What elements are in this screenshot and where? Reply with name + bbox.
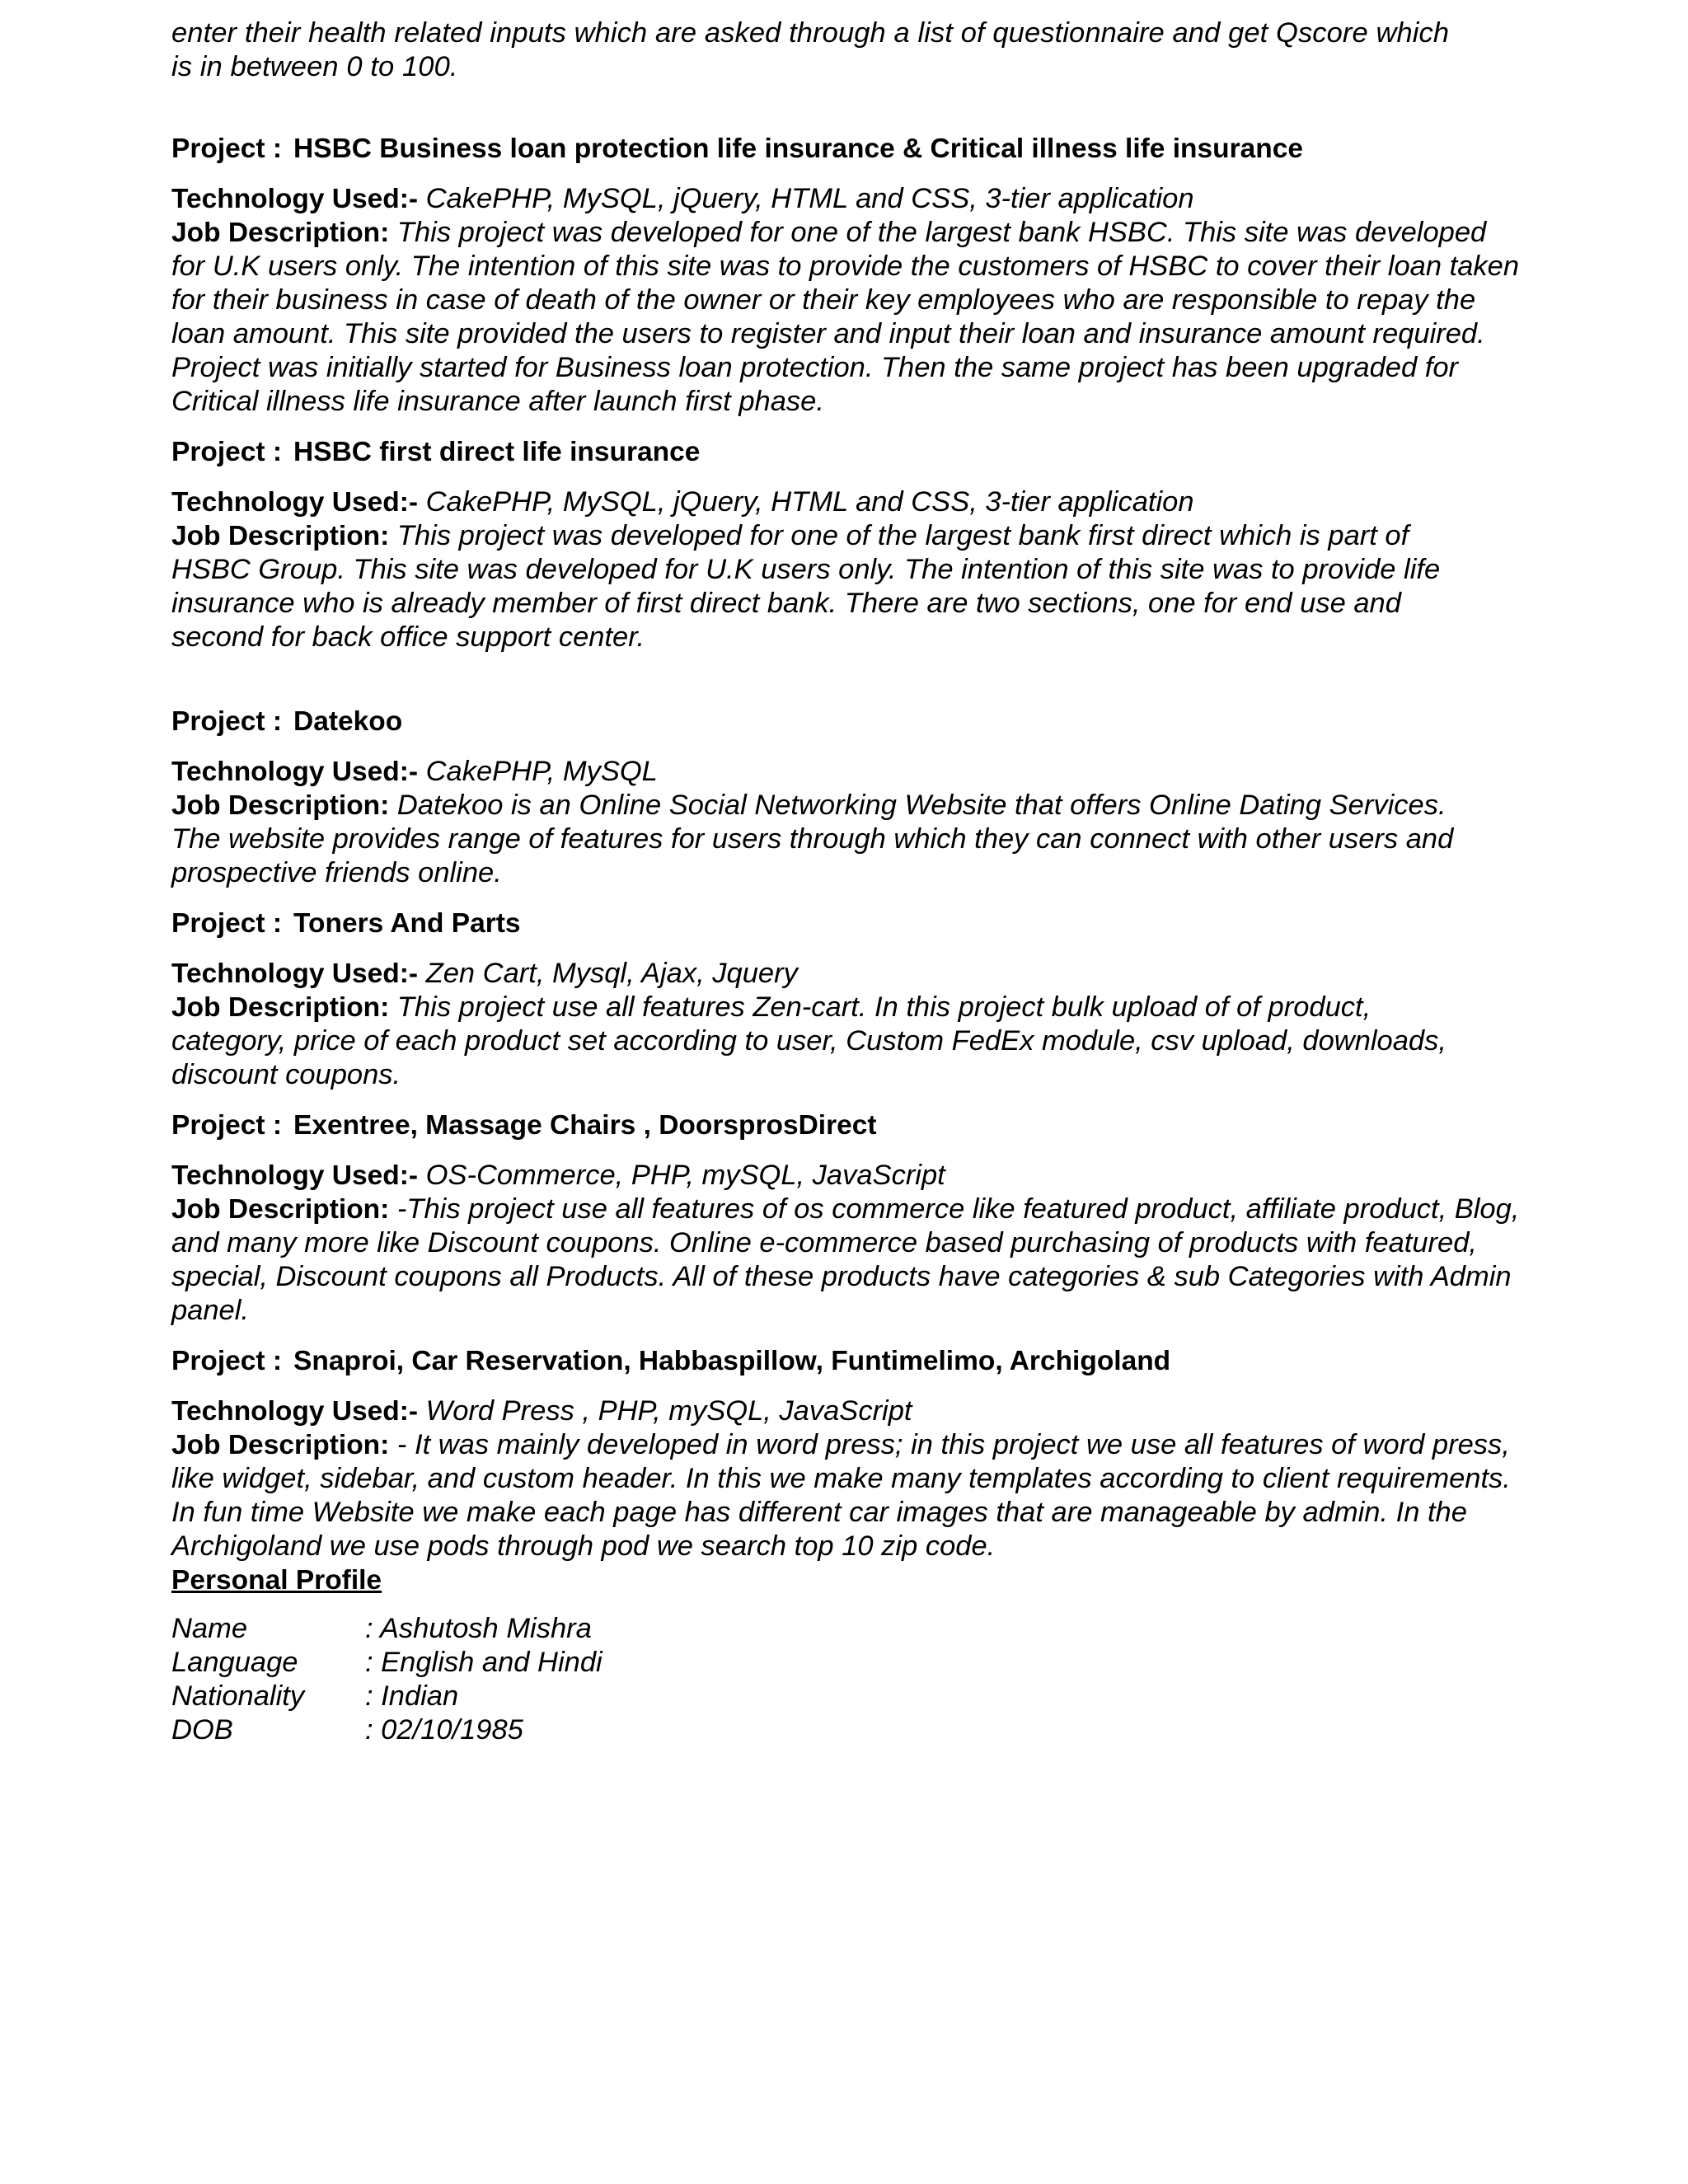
- job-description-label: Job Description:: [171, 1194, 390, 1225]
- job-description: [171, 216, 1523, 419]
- project-name: Exentree, Massage Chairs , DoorsprosDirect: [293, 1110, 877, 1141]
- profile-key: Language: [171, 1647, 298, 1678]
- project-label: Project :: [171, 706, 283, 737]
- technology-value: OS-Commerce, PHP, mySQL, JavaScript: [425, 1160, 945, 1191]
- technology-line: [171, 1159, 1523, 1193]
- technology-label: Technology Used:-: [171, 1160, 419, 1191]
- technology-value: Zen Cart, Mysql, Ajax, Jquery: [425, 958, 798, 989]
- job-description: [171, 789, 1490, 890]
- job-description-text: This project was developed for one of the largest bank first direct which is part of HSBC Group. This site was developed for U.K users only. The intention of this site was to provide life insurance who is already member of first direct bank. There are two sections, one for end use and second for back office support center.: [171, 520, 1441, 653]
- project-section: [171, 132, 1523, 419]
- project-label: Project :: [171, 437, 283, 467]
- job-description-label: Job Description:: [171, 1430, 390, 1460]
- technology-line: [171, 755, 1523, 789]
- project-label: Project :: [171, 1110, 283, 1141]
- job-description-label: Job Description:: [171, 790, 390, 821]
- profile-key: DOB: [171, 1714, 233, 1746]
- project-label: Project :: [171, 1346, 283, 1376]
- resume-page: [171, 16, 1523, 1747]
- project-name: HSBC first direct life insurance: [293, 437, 701, 467]
- technology-label: Technology Used:-: [171, 757, 419, 787]
- project-label: Project :: [171, 908, 283, 939]
- job-description-text: This project was developed for one of the largest bank HSBC. This site was developed for U.K users only. The intention of this site was to provide the customers of HSBC to cover their loan taken for their business in case of death of the owner or their key employees who are responsible to repay the loan amount. This site provided the users to register and input their loan and insurance amount required. Project was initially started for Business loan protection. Then the same project has been upgraded for Critical illness life insurance after launch first phase.: [171, 217, 1520, 417]
- project-title: [171, 705, 1523, 738]
- profile-value: : English and Hindi: [365, 1647, 603, 1678]
- project-section: [171, 907, 1523, 1092]
- job-description-text: This project use all features Zen-cart. In this project bulk upload of of product, category, price of each product set according to user, Custom FedEx module, csv upload, downloads, discount coupons.: [171, 991, 1447, 1090]
- technology-label: Technology Used:-: [171, 958, 419, 989]
- technology-value: Word Press , PHP, mySQL, JavaScript: [425, 1395, 912, 1427]
- technology-label: Technology Used:-: [171, 184, 419, 214]
- technology-line: [171, 1394, 1523, 1428]
- profile-row: [171, 1713, 1523, 1747]
- profile-key: Nationality: [171, 1680, 305, 1712]
- project-name: HSBC Business loan protection life insurance & Critical illness life insurance: [293, 134, 1303, 164]
- project-section: [171, 1344, 1523, 1563]
- technology-value: CakePHP, MySQL, jQuery, HTML and CSS, 3-tier application: [425, 486, 1194, 518]
- job-description: [171, 519, 1490, 654]
- project-name: Datekoo: [293, 706, 403, 737]
- profile-key: Name: [171, 1613, 248, 1644]
- job-description-text: -This project use all features of os commerce like featured product, affiliate product, Blog, and many more like Discount coupons. Online e-commerce based purchasing of products with featured, special, Discount coupons all Products. All of these products have categories & sub Categories with Admin panel.: [171, 1193, 1520, 1326]
- job-description: [171, 1193, 1523, 1328]
- technology-line: [171, 485, 1523, 519]
- project-title: [171, 1108, 1523, 1142]
- project-label: Project :: [171, 134, 283, 164]
- project-name: Toners And Parts: [293, 908, 521, 939]
- profile-value: : Ashutosh Mishra: [365, 1613, 592, 1644]
- job-description-label: Job Description:: [171, 218, 390, 248]
- technology-value: CakePHP, MySQL, jQuery, HTML and CSS, 3-tier application: [425, 183, 1194, 214]
- technology-label: Technology Used:-: [171, 1396, 419, 1427]
- project-title: [171, 1344, 1523, 1378]
- profile-value: : 02/10/1985: [365, 1714, 523, 1746]
- technology-line: [171, 182, 1523, 216]
- job-description-text: Datekoo is an Online Social Networking Website that offers Online Dating Services. The website provides range of features for users through which they can connect with other users and prospective friends online.: [171, 790, 1454, 888]
- project-name: Snaproi, Car Reservation, Habbaspillow, Funtimelimo, Archigoland: [293, 1346, 1171, 1376]
- project-title: [171, 435, 1523, 469]
- profile-row: [171, 1646, 1523, 1680]
- technology-label: Technology Used:-: [171, 487, 419, 518]
- personal-profile-table: [171, 1612, 1523, 1747]
- job-description: [171, 991, 1457, 1092]
- project-section: [171, 435, 1523, 654]
- intro-paragraph: enter their health related inputs which are asked through a list of questionnaire and get Qscore which is in between 0 to 100.: [171, 17, 1450, 82]
- project-title: [171, 132, 1523, 166]
- profile-value: : Indian: [365, 1680, 459, 1712]
- job-description: [171, 1428, 1523, 1563]
- project-section: [171, 705, 1523, 890]
- profile-row: [171, 1612, 1523, 1646]
- personal-profile-heading: Personal Profile: [171, 1565, 382, 1596]
- project-section: [171, 1108, 1523, 1328]
- profile-row: [171, 1680, 1523, 1713]
- job-description-label: Job Description:: [171, 992, 390, 1023]
- project-title: [171, 907, 1523, 940]
- job-description-label: Job Description:: [171, 521, 390, 551]
- technology-value: CakePHP, MySQL: [425, 756, 658, 787]
- job-description-text: - It was mainly developed in word press; in this project we use all features of word press, like widget, sidebar, and custom header. In this we make many templates according to client requirements. In fun time Website we make each page has different car images that are manageable by admin. In the Archigoland we use pods through pod we search top 10 zip code.: [171, 1429, 1511, 1562]
- technology-line: [171, 957, 1523, 991]
